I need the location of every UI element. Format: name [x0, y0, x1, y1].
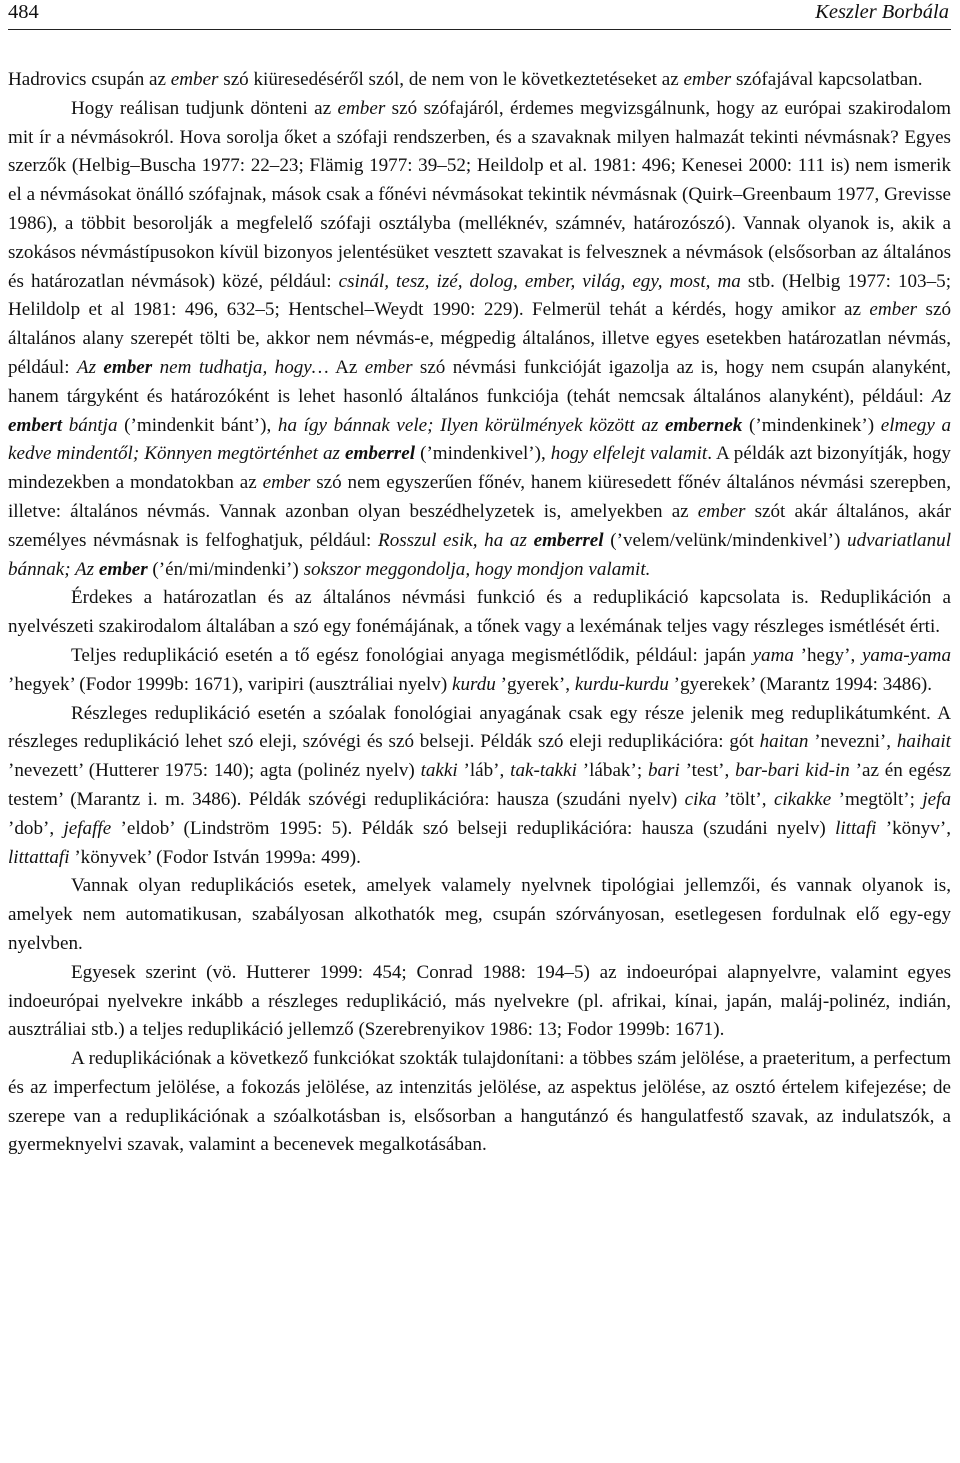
paragraph: Hogy reálisan tudjunk dönteni az ember szó szófajáról, érdemes megvizsgálnunk, hogy az európai szakirodalom mit ír a névmásokról. Hova sorolja őket a szófaji rendszerben, és a szavaknak milyen halmazát tekinti névmásnak? Egyes szerzők (Helbig–Buscha 1977: 22–23; Flämig 1977: 39–52; Heildolp et al. 1981: 496; Kenesei 2000: 111 is) nem ismerik el a névmásokat önálló szófajnak, mások csak a főnévi névmásokat tekintik névmásnak (Quirk–Greenbaum 1977, Grevisse 1986), a többit besorolják a megfelelő szófaji osztályba (melléknév, számnév, határozószó). Vannak olyanok is, akik a szokásos névmástípusokon kívül bizonyos jelentésüket vesztett szavakat is felvesznek a névmások (elsősorban az általános és határozatlan névmások) közé, például: csinál, tesz, izé, dolog, ember, világ, egy, most, ma stb. (Helbig 1977: 103–5; Helildolp et al 1981: 496, 632–5; Hentschel–Weydt 1990: 229). Felmerül tehát a kérdés, hogy amikor az ember szó általános alany szerepét tölti be, akkor nem névmás-e, mégpedig általános, illetve egyes esetekben határozatlan névmás, például: Az ember nem tudhatja, hogy… Az ember szó névmási funkcióját igazolja az is, hogy nem csupán alanyként, hanem tárgyként és határozóként is lehet hasonló általános funkciója (tehát nemcsak általános alanyként), például: Az embert bántja (’mindenkit bánt’), ha így bánnak vele; Ilyen körülmények között az embernek (’mindenkinek’) elmegy a kedve mindentől; Könnyen megtörténhet az emberrel (’mindenkivel’), hogy elfelejt valamit. A példák azt bizonyítják, hogy mindezekben a mondatokban az ember szó nem egyszerűen főnév, hanem kiüresedett főnév általános névmási szerepben, illetve: általános névmás. Vannak azonban olyan beszédhelyzetek is, amelyekben az ember szót akár általános, akár személyes névmásnak is felfoghatjuk, például: Rosszul esik, ha az emberrel (’velem/velünk/mindenkivel’) udvariatlanul bánnak; Az ember (’én/mi/mindenki’) sokszor meggondolja, hogy mondjon valamit. [8, 97, 951, 580]
header-rule [8, 29, 951, 30]
body-text [8, 66, 951, 1160]
paragraph: Teljes reduplikáció esetén a tő egész fonológiai anyaga megismétlődik, például: japán yama ’hegy’, yama-yama ’hegyek’ (Fodor 1999b: 1671), varipiri (ausztráliai nyelv) kurdu ’gyerek’, kurdu-kurdu ’gyerekek’ (Marantz 1994: 3486). [8, 644, 952, 695]
paragraph: Részleges reduplikáció esetén a szóalak fonológiai anyagának csak egy része jelenik meg reduplikátumként. A részleges reduplikáció lehet szó eleji, szóvégi és szó belseji. Példák szó eleji reduplikációra: gót haitan ’nevezni’, haihait ’nevezett’ (Hutterer 1975: 140); agta (polinéz nyelv) takki ’láb’, tak-takki ’lábak’; bari ’test’, bar-bari kid-in ’az én egész testem’ (Marantz i. m. 3486). Példák szóvégi reduplikációra: hausza (szudáni nyelv) cika ’tölt’, cikakke ’megtölt’; jefa ’dob’, jefaffe ’eldob’ (Lindström 1995: 5). Példák szó belseji reduplikációra: hausza (szudáni nyelv) littafi ’könyv’, littattafi ’könyvek’ (Fodor István 1999a: 499). [8, 702, 952, 868]
paragraph: Hadrovics csupán az ember szó kiüresedéséről szól, de nem von le következtetéseket az ember szófajával kapcsolatban. [8, 69, 923, 90]
running-title: Keszler Borbála [815, 1, 949, 23]
page-header [8, 0, 951, 29]
paragraph: Vannak olyan reduplikációs esetek, amelyek valamely nyelvnek tipológiai jellemzői, és vannak olyanok is, amelyek nem automatikusan, szabályosan alkothatók meg, csupán szórványosan, esetlegesen fordulnak elő egy-egy nyelvben. [8, 875, 951, 954]
paragraph: Érdekes a határozatlan és az általános névmási funkció és a reduplikáció kapcsolata is. Reduplikáción a nyelvészeti szakirodalom általában a szó egy fonémájának, a tőnek vagy a lexémának teljes vagy részleges ismétlését érti. [8, 587, 951, 638]
page-number: 484 [8, 1, 39, 23]
paragraph: A reduplikációnak a következő funkciókat szokták tulajdonítani: a többes szám jelölése, a praeteritum, a perfectum és az imperfectum jelölése, a fokozás jelölése, az intenzitás jelölése, az aspektus jelölése, az osztó értelem kifejezése; de szerepe van a reduplikációnak a szóalkotásban is, elsősorban a hangutánzó és hangulatfestő szavak, az indulatszók, a gyermeknyelvi szavak, valamint a becenevek megalkotásában. [8, 1048, 951, 1156]
paragraph: Egyesek szerint (vö. Hutterer 1999: 454; Conrad 1988: 194–5) az indoeurópai alapnyelvre, valamint egyes indoeurópai nyelvekre inkább a részleges reduplikáció, más nyelvekre (pl. afrikai, kínai, japán, maláj-polinéz, indián, ausztráliai stb.) a teljes reduplikáció jellemző (Szerebrenyikov 1986: 13; Fodor 1999b: 1671). [8, 961, 951, 1041]
